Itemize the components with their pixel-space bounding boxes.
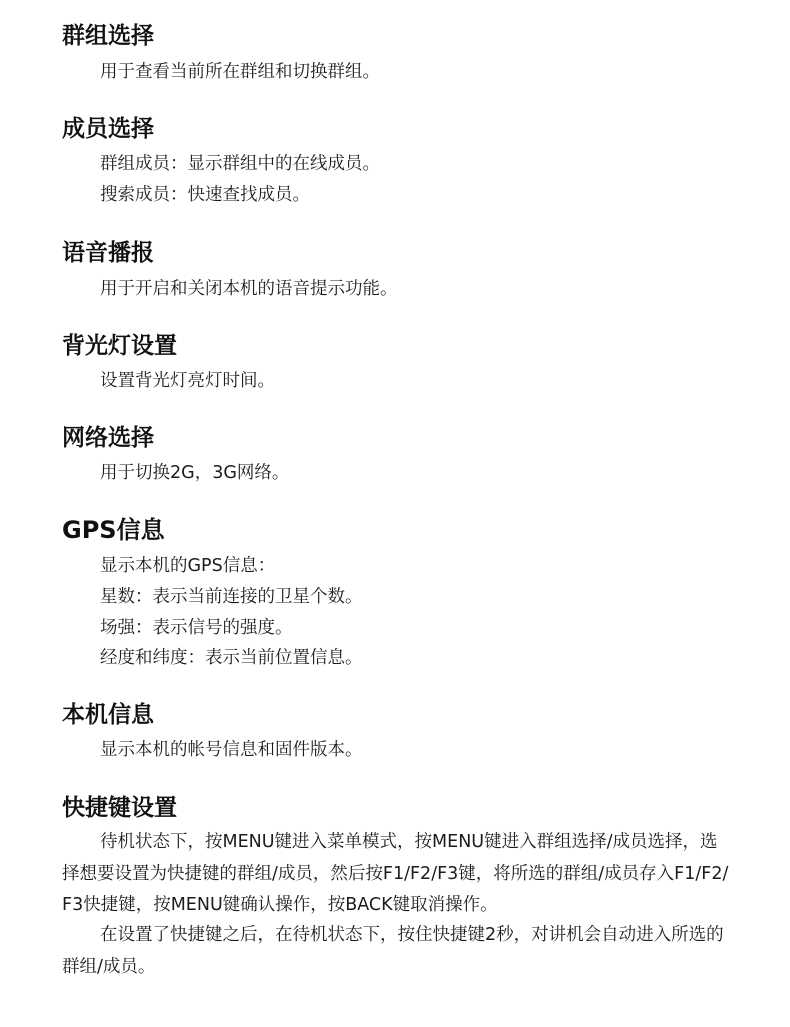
section-text: 用于开启和关闭本机的语音提示功能。 [100,279,398,299]
section-heading-shortcut-settings: 快捷键设置 [62,795,177,821]
section-heading-gps-info: GPS信息 [62,516,165,544]
section-text: 场强：表示信号的强度。 [100,618,293,638]
section-heading-voice-prompt: 语音播报 [62,240,154,266]
section-text: 用于查看当前所在群组和切换群组。 [100,62,380,82]
section-text: 显示本机的帐号信息和固件版本。 [100,740,363,760]
section-text: 搜索成员：快速查找成员。 [100,185,310,205]
section-heading-network-select: 网络选择 [62,425,154,451]
section-text: 设置背光灯亮灯时间。 [100,371,275,391]
section-heading-backlight: 背光灯设置 [62,333,177,359]
section-text: 经度和纬度：表示当前位置信息。 [100,648,363,668]
section-paragraph: 在设置了快捷键之后，在待机状态下，按住快捷键2秒，对讲机会自动进入所选的群组/成员。 [62,925,724,977]
section-text: 显示本机的GPS信息： [100,556,276,576]
section-heading-member-select: 成员选择 [62,116,154,142]
section-heading-device-info: 本机信息 [62,702,154,728]
section-text: 群组成员：显示群组中的在线成员。 [100,154,380,174]
section-text: 用于切换2G，3G网络。 [100,463,290,483]
section-text: 星数：表示当前连接的卫星个数。 [100,587,363,607]
section-paragraph: 待机状态下，按MENU键进入菜单模式，按MENU键进入群组选择/成员选择，选择想要设置为快捷键的群组/成员，然后按F1/F2/F3键，将所选的群组/成员存入F1/F2/F3快捷键，按MENU键确认操作，按BACK键取消操作。 [62,832,729,915]
section-heading-group-select: 群组选择 [62,23,154,49]
